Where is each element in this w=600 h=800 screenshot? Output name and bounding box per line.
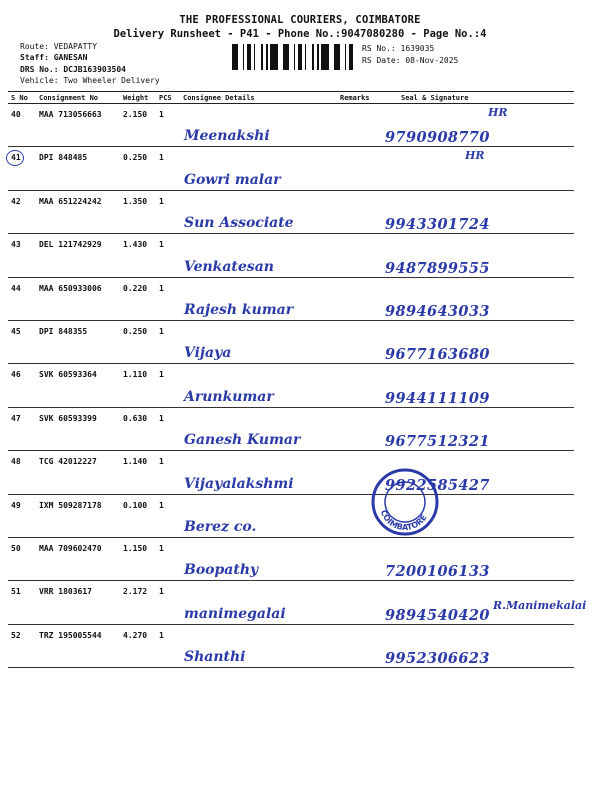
- consignee-name-handwritten: Berez co.: [184, 518, 257, 535]
- phone-handwritten: 9894643033: [385, 302, 490, 320]
- row-sno: [8, 364, 36, 407]
- signature-cell: [373, 537, 574, 580]
- consignee-details-cell: [180, 320, 337, 363]
- consignee-name-handwritten: Sun Associate: [184, 215, 294, 232]
- table-header-row: [8, 92, 574, 104]
- remarks-cell: [337, 494, 373, 537]
- row-sno-text: 46: [11, 370, 21, 380]
- company-title: THE PROFESSIONAL COURIERS, COIMBATORE: [179, 14, 421, 26]
- table-row: [8, 494, 574, 537]
- row-weight: 0.250: [120, 320, 156, 363]
- col-pcs: PCS: [156, 92, 180, 104]
- row-weight: 1.150: [120, 537, 156, 580]
- consignee-name-handwritten: Vijaya: [184, 345, 232, 362]
- row-sno-text: 48: [11, 457, 21, 467]
- barcode-bar: [275, 44, 278, 70]
- consignee-name-handwritten: Rajesh kumar: [184, 301, 294, 318]
- barcode-bar: [283, 44, 286, 70]
- phone-handwritten: 9487899555: [385, 259, 490, 277]
- signature-cell: [373, 277, 574, 320]
- barcode-bar: [324, 44, 326, 70]
- signature-cell: [373, 234, 574, 277]
- row-consignment-no: VRR 1803617: [36, 581, 120, 624]
- barcode-bar: [294, 44, 295, 70]
- remarks-cell: [337, 104, 373, 147]
- remarks-cell: [337, 147, 373, 190]
- col-remarks: Remarks: [337, 92, 373, 104]
- consignee-details-cell: [180, 537, 337, 580]
- row-sno-text: 51: [11, 587, 21, 597]
- row-consignment-no: MAA 651224242: [36, 190, 120, 233]
- signature-cell: [373, 364, 574, 407]
- col-sno: S No: [8, 92, 36, 104]
- consignee-name-handwritten: manimegalai: [184, 605, 286, 622]
- phone-handwritten: 9790908770: [385, 129, 490, 147]
- row-consignment-no: DPI 848485: [36, 147, 120, 190]
- consignee-name-handwritten: Gowri malar: [184, 171, 281, 188]
- barcode-bar: [254, 44, 255, 70]
- table-row: [8, 104, 574, 147]
- row-pcs: 1: [156, 581, 180, 624]
- row-consignment-no: TCG 42012227: [36, 451, 120, 494]
- barcode-bar: [301, 44, 302, 70]
- barcode-bar: [326, 44, 329, 70]
- table-row: [8, 277, 574, 320]
- row-pcs: 1: [156, 537, 180, 580]
- signature-cell: [373, 407, 574, 450]
- barcode-bar: [349, 44, 352, 70]
- row-sno-text: 42: [11, 196, 21, 206]
- barcode-bar: [286, 44, 289, 70]
- row-sno-text: 47: [11, 413, 21, 423]
- row-pcs: 1: [156, 190, 180, 233]
- consignee-name-handwritten: Ganesh Kumar: [184, 432, 301, 449]
- row-sno: [8, 320, 36, 363]
- remarks-cell: [337, 190, 373, 233]
- consignee-details-cell: [180, 407, 337, 450]
- row-sno-text: 52: [11, 630, 21, 640]
- signature-cell: [373, 147, 574, 190]
- drs-label: DRS No.: DCJB163903504: [20, 65, 126, 74]
- barcode-bar: [312, 44, 314, 70]
- row-sno-text: 44: [11, 283, 21, 293]
- barcode-bar: [266, 44, 268, 70]
- row-sno-text: 49: [11, 500, 21, 510]
- row-pcs: 1: [156, 104, 180, 147]
- stamp-text: COIMBATORE: [378, 508, 429, 533]
- row-weight: 0.220: [120, 277, 156, 320]
- row-pcs: 1: [156, 234, 180, 277]
- row-weight: 0.250: [120, 147, 156, 190]
- phone-handwritten: 9677163680: [385, 346, 490, 364]
- consignee-details-cell: [180, 234, 337, 277]
- barcode-bar: [345, 44, 346, 70]
- table-row: [8, 364, 574, 407]
- signature-cell: [373, 320, 574, 363]
- row-sno: [8, 277, 36, 320]
- barcode-bar: [352, 44, 353, 70]
- row-sno: [8, 104, 36, 147]
- phone-handwritten: 7200106133: [385, 563, 490, 581]
- row-weight: 2.172: [120, 581, 156, 624]
- row-consignment-no: MAA 709602470: [36, 537, 120, 580]
- signature-handwritten: R.Manimekalai: [493, 599, 587, 613]
- row-pcs: 1: [156, 407, 180, 450]
- barcode-bar: [305, 44, 306, 70]
- signature-cell: [373, 104, 574, 147]
- row-pcs: 1: [156, 320, 180, 363]
- row-pcs: 1: [156, 494, 180, 537]
- remarks-cell: [337, 581, 373, 624]
- row-sno: [8, 190, 36, 233]
- row-consignment-no: IXM 509287178: [36, 494, 120, 537]
- remarks-cell: [337, 451, 373, 494]
- barcode-image: [232, 44, 358, 70]
- table-row: [8, 320, 574, 363]
- consignee-details-cell: [180, 190, 337, 233]
- row-pcs: 1: [156, 147, 180, 190]
- consignee-name-handwritten: Shanthi: [184, 649, 246, 666]
- remarks-cell: [337, 624, 373, 667]
- rs-date: RS Date: 08-Nov-2025: [362, 56, 459, 65]
- phone-handwritten: 9943301724: [385, 216, 490, 234]
- remarks-cell: [337, 277, 373, 320]
- consignee-details-cell: [180, 104, 337, 147]
- remarks-cell: [337, 234, 373, 277]
- table-row: [8, 407, 574, 450]
- row-consignment-no: MAA 713056663: [36, 104, 120, 147]
- consignee-details-cell: [180, 451, 337, 494]
- col-consignment: Consignment No: [36, 92, 120, 104]
- barcode-bar: [298, 44, 301, 70]
- col-signature: Seal & Signature: [373, 92, 574, 104]
- signature-cell: [373, 624, 574, 667]
- table-row: [8, 537, 574, 580]
- consignee-name-handwritten: Arunkumar: [184, 388, 274, 405]
- remarks-cell: [337, 364, 373, 407]
- staff-label: Staff: GANESAN: [20, 53, 88, 62]
- rs-number: RS No.: 1639035: [362, 44, 435, 53]
- row-pcs: 1: [156, 451, 180, 494]
- table-row: [8, 451, 574, 494]
- barcode-bar: [247, 44, 250, 70]
- phone-handwritten: 9922585427: [385, 476, 490, 494]
- barcode-bar: [243, 44, 244, 70]
- barcode-bar: [317, 44, 319, 70]
- col-weight: Weight: [120, 92, 156, 104]
- row-weight: 1.350: [120, 190, 156, 233]
- remarks-cell: [337, 320, 373, 363]
- signature-cell: [373, 190, 574, 233]
- signature-handwritten: HR: [465, 149, 485, 163]
- row-consignment-no: TRZ 195005544: [36, 624, 120, 667]
- remarks-cell: [337, 407, 373, 450]
- row-sno-text: 50: [11, 543, 21, 553]
- row-consignment-no: MAA 650933006: [36, 277, 120, 320]
- row-consignment-no: DEL 121742929: [36, 234, 120, 277]
- row-sno: [8, 537, 36, 580]
- barcode-bar: [334, 44, 337, 70]
- row-sno: [8, 407, 36, 450]
- consignee-details-cell: [180, 581, 337, 624]
- row-sno: [8, 234, 36, 277]
- row-weight: 1.110: [120, 364, 156, 407]
- row-sno-text: 43: [11, 240, 21, 250]
- row-weight: 4.270: [120, 624, 156, 667]
- phone-handwritten: 9894540420: [385, 606, 490, 624]
- row-pcs: 1: [156, 364, 180, 407]
- row-sno-text: 45: [11, 326, 21, 336]
- barcode-bar: [273, 44, 275, 70]
- runsheet-table: [8, 91, 587, 668]
- row-sno: [8, 451, 36, 494]
- row-weight: 2.150: [120, 104, 156, 147]
- consignee-name-handwritten: Venkatesan: [184, 258, 274, 275]
- table-row: [8, 234, 574, 277]
- row-pcs: 1: [156, 624, 180, 667]
- row-consignment-no: SVK 60593399: [36, 407, 120, 450]
- table-row: [8, 190, 574, 233]
- barcode-bar: [261, 44, 263, 70]
- consignee-details-cell: [180, 624, 337, 667]
- row-weight: 0.630: [120, 407, 156, 450]
- consignee-details-cell: [180, 277, 337, 320]
- barcode-bar: [250, 44, 251, 70]
- row-pcs: 1: [156, 277, 180, 320]
- row-consignment-no: SVK 60593364: [36, 364, 120, 407]
- table-row: [8, 581, 574, 624]
- table-row: [8, 624, 574, 667]
- col-consignee: Consignee Details: [180, 92, 337, 104]
- phone-handwritten: 9944111109: [385, 389, 490, 407]
- route-label: Route: VEDAPATTY: [20, 42, 98, 51]
- consignee-name-handwritten: Boopathy: [184, 562, 259, 579]
- courier-seal-stamp: [370, 467, 440, 537]
- row-weight: 1.430: [120, 234, 156, 277]
- row-sno: [8, 147, 36, 190]
- table-row: [8, 147, 574, 190]
- barcode-bar: [232, 44, 235, 70]
- row-consignment-no: DPI 848355: [36, 320, 120, 363]
- remarks-cell: [337, 537, 373, 580]
- runsheet-title: Delivery Runsheet - P41 - Phone No.:9047080280 - Page No.:4: [113, 28, 487, 40]
- row-sno: [8, 581, 36, 624]
- signature-handwritten: HR: [488, 106, 508, 119]
- consignee-details-cell: [180, 494, 337, 537]
- signature-cell: [373, 581, 587, 624]
- barcode-bar: [321, 44, 324, 70]
- row-sno-text: 40: [11, 110, 21, 119]
- barcode-bar: [337, 44, 340, 70]
- row-sno: [8, 624, 36, 667]
- consignee-name-handwritten: Meenakshi: [184, 128, 270, 145]
- consignee-name-handwritten: Vijayalakshmi: [184, 475, 294, 492]
- row-weight: 0.100: [120, 494, 156, 537]
- consignee-details-cell: [180, 364, 337, 407]
- barcode-bar: [235, 44, 238, 70]
- row-sno-text: 41: [11, 153, 21, 163]
- consignee-details-cell: [180, 147, 337, 190]
- barcode-bar: [270, 44, 273, 70]
- phone-handwritten: 9677512321: [385, 433, 490, 451]
- row-weight: 1.140: [120, 451, 156, 494]
- hand-circle-mark: [6, 150, 24, 166]
- vehicle-label: Vehicle: Two Wheeler Delivery: [20, 76, 160, 85]
- phone-handwritten: 9952306623: [385, 650, 490, 668]
- row-sno: [8, 494, 36, 537]
